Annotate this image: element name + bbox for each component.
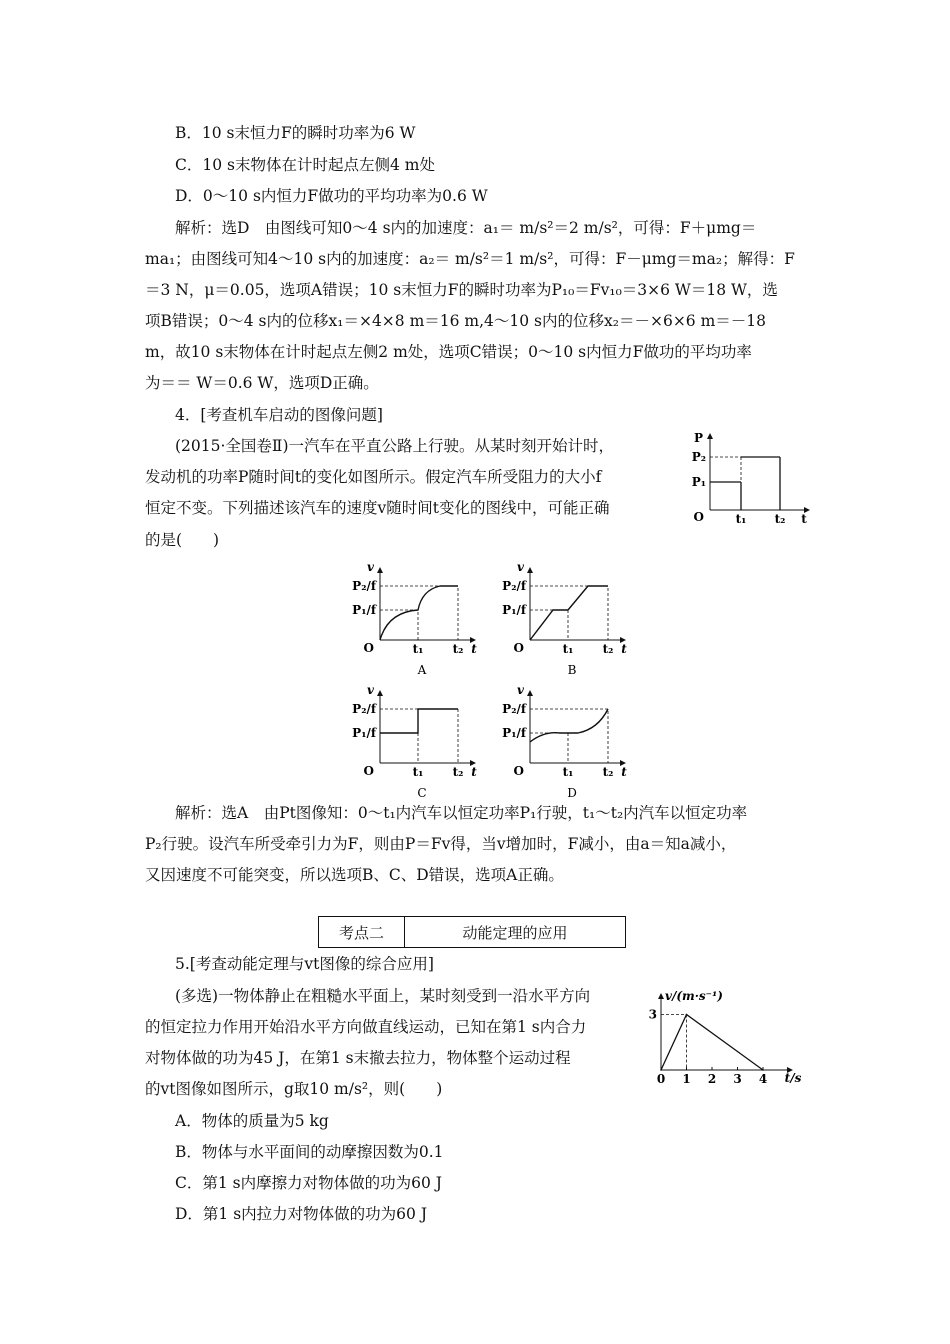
tick-label: t₁ — [562, 765, 574, 779]
y-axis-arrow — [527, 567, 533, 573]
q4-option-graph-a — [352, 560, 490, 677]
tick-label: t₂ — [774, 512, 786, 526]
axis-label: t — [801, 512, 807, 526]
q3-option-c: C．10 s末物体在计时起点左侧4 m处 — [175, 156, 435, 174]
axis-label: v — [367, 560, 374, 574]
axis-label: t — [621, 765, 627, 779]
q3-option-d: D．0～10 s内恒力F做功的平均功率为0.6 W — [175, 187, 488, 205]
x-tick-label: 0 — [656, 1072, 666, 1086]
v-t-curve — [380, 586, 458, 640]
tick-label: t₁ — [562, 642, 574, 656]
q4-option-graph-b — [502, 560, 640, 677]
axis-label: P — [693, 431, 703, 445]
option-caption: A — [417, 663, 427, 677]
origin-label: O — [693, 510, 704, 524]
q3-solution-line: 项B错误；0～4 s内的位移x₁＝×4×8 m＝16 m,4～10 s内的位移x₂＝－×6×6 m＝－18 — [145, 312, 767, 330]
option-caption: D — [567, 786, 577, 800]
q5-stem-line: 的vt图像如图所示，g取10 m/s²，则( ) — [145, 1080, 443, 1098]
origin-label: O — [363, 641, 374, 655]
section-label: 考点二 — [319, 917, 405, 948]
q4-stem-line: 发动机的功率P随时间t的变化如图所示。假定汽车所受阻力的大小f — [145, 468, 602, 486]
data-point — [686, 1014, 688, 1016]
tick-label: P₁/f — [502, 603, 526, 617]
tick-label: P₂/f — [502, 579, 526, 593]
tick-label: t₂ — [602, 642, 614, 656]
q5-option-a: A．物体的质量为5 kg — [175, 1112, 329, 1130]
tick-label: P₁ — [691, 475, 706, 489]
q4-option-graph-c — [352, 683, 490, 800]
axis-label: v — [517, 683, 524, 697]
q4-power-time-figure — [690, 430, 820, 525]
axis-label: v — [367, 683, 374, 697]
axis-label: t — [471, 642, 477, 656]
q3-solution-line: m，故10 s末物体在计时起点左侧2 m处，选项C错误；0～10 s内恒力F做功的平均功率 — [145, 343, 752, 361]
q5-option-d: D．第1 s内拉力对物体做的功为60 J — [175, 1205, 428, 1223]
axis-label: t — [621, 642, 627, 656]
q4-stem-line: (2015·全国卷Ⅱ)一汽车在平直公路上行驶。从某时刻开始计时， — [175, 437, 615, 455]
q5-option-b: B．物体与水平面间的动摩擦因数为0.1 — [175, 1143, 444, 1161]
y-tick-label: 3 — [648, 1007, 657, 1022]
section-title: 动能定理的应用 — [405, 917, 626, 948]
q4-solution-line: 又因速度不可能突变，所以选项B、C、D错误，选项A正确。 — [145, 866, 564, 884]
q4-option-graph-d — [502, 683, 640, 800]
q3-solution-line: 解析：选D 由图线可知0～4 s内的加速度：a₁＝ m/s²＝2 m/s²，可得：F＋μmg＝ — [175, 219, 757, 237]
q3-option-b: B．10 s末恒力F的瞬时功率为6 W — [175, 124, 416, 142]
y-axis-arrow — [377, 567, 383, 573]
tick-label: P₂/f — [502, 702, 526, 716]
q5-stem-line: 的恒定拉力作用开始沿水平方向做直线运动，已知在第1 s内合力 — [145, 1018, 587, 1036]
option-caption: C — [417, 786, 427, 800]
tick-label: t₁ — [412, 765, 424, 779]
origin-label: O — [363, 764, 374, 778]
guide-line — [530, 586, 608, 640]
axis-label: t — [471, 765, 477, 779]
q3-solution-line: 为＝＝ W＝0.6 W，选项D正确。 — [145, 374, 379, 392]
x-tick-label: 2 — [707, 1072, 717, 1086]
q4-stem-line: 恒定不变。下列描述该汽车的速度v随时间t变化的图线中，可能正确 — [145, 499, 610, 517]
tick-label: P₁/f — [352, 726, 376, 740]
x-tick-label: 3 — [733, 1072, 742, 1086]
tick-label: t₁ — [735, 512, 747, 526]
guide-line — [380, 586, 458, 640]
v-t-curve — [530, 586, 608, 640]
guide-line — [380, 709, 458, 763]
tick-label: P₂/f — [352, 579, 376, 593]
axis-label: v — [517, 560, 524, 574]
q5-option-c: C．第1 s内摩擦力对物体做的功为60 J — [175, 1174, 442, 1192]
x-tick-label: 4 — [758, 1072, 768, 1086]
q4-solution-line: 解析：选A 由Pt图像知：0～t₁内汽车以恒定功率P₁行驶，t₁～t₂内汽车以恒定功率 — [175, 804, 748, 822]
q4-stem-line: 的是( ) — [145, 531, 220, 549]
tick-label: t₂ — [452, 765, 464, 779]
tick-label: P₂ — [691, 450, 706, 464]
option-caption: B — [567, 663, 577, 677]
q4-heading: 4．[考查机车启动的图像问题] — [175, 406, 383, 424]
tick-label: P₁/f — [502, 726, 526, 740]
q3-solution-line: ＝3 N，μ＝0.05，选项A错误；10 s末恒力F的瞬时功率为P₁₀＝Fv₁₀＝3×6 W＝18 W，选 — [145, 281, 778, 299]
y-axis-arrow — [527, 690, 533, 696]
tick-label: t₂ — [452, 642, 464, 656]
q3-solution-line: ma₁；由图线可知4～10 s内的加速度：a₂＝ m/s²＝1 m/s²，可得：F－μmg＝ma₂；解得：F — [145, 250, 795, 268]
q5-stem-line: (多选)一物体静止在粗糙水平面上，某时刻受到一沿水平方向 — [175, 987, 591, 1005]
q5-stem-line: 对物体做的功为45 J，在第1 s末撤去拉力，物体整个运动过程 — [145, 1049, 571, 1067]
data-point — [660, 1069, 662, 1071]
y-axis-label: v/(m·s⁻¹) — [665, 989, 723, 1003]
x-tick-label: 1 — [682, 1072, 691, 1086]
tick-label: P₂/f — [352, 702, 376, 716]
tick-label: P₁/f — [352, 603, 376, 617]
origin-label: O — [513, 641, 524, 655]
x-axis-label: t/s — [784, 1071, 802, 1085]
q5-vt-chart — [645, 982, 805, 1087]
tick-label: t₂ — [602, 765, 614, 779]
q4-solution-line: P₂行驶。设汽车所受牵引力为F，则由P＝Fv得，当v增加时，F减小，由a＝知a减小， — [145, 835, 737, 853]
q5-heading: 5.[考查动能定理与vt图像的综合应用] — [175, 955, 434, 973]
v-t-curve — [380, 709, 458, 733]
v-t-curve — [530, 709, 608, 742]
tick-label: t₁ — [412, 642, 424, 656]
section-header-box — [318, 916, 626, 948]
origin-label: O — [513, 764, 524, 778]
series-line-v — [661, 1015, 763, 1071]
guide-line — [530, 709, 608, 763]
y-axis-arrow — [377, 690, 383, 696]
